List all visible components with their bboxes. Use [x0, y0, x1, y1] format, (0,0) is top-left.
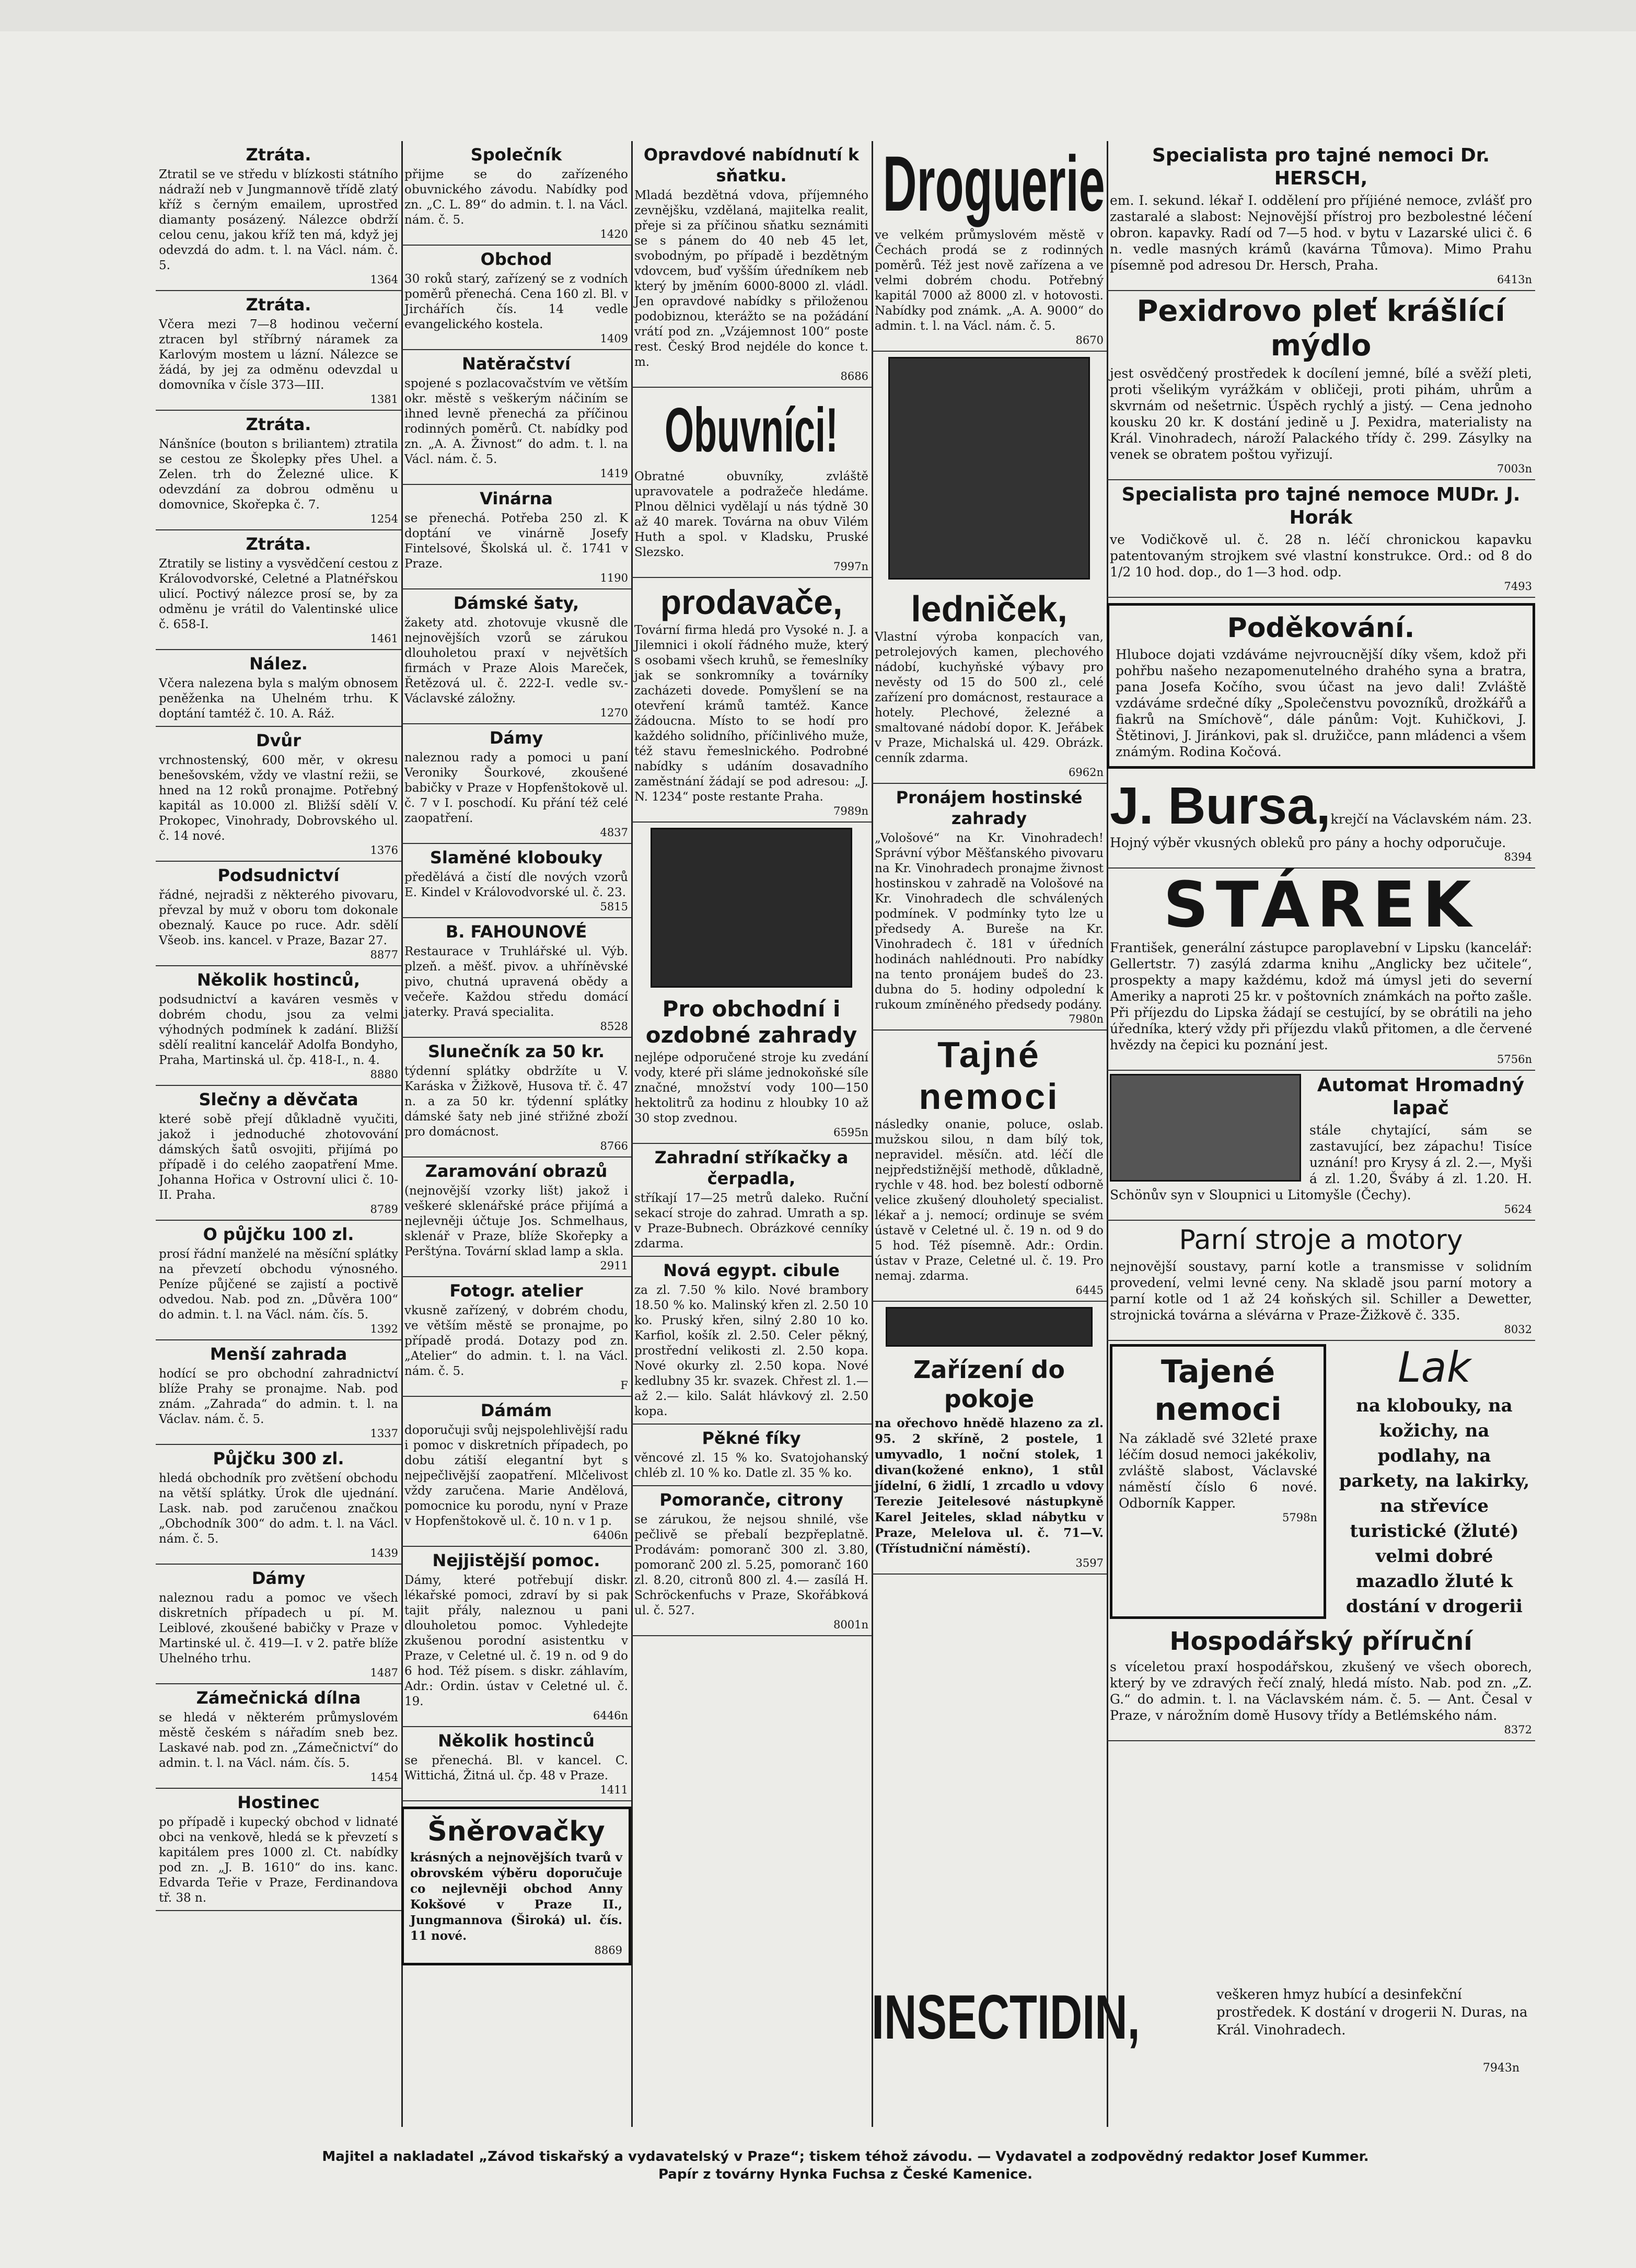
classified-ad — [401, 918, 631, 1038]
ad-heading: Slunečník za 50 kr. — [427, 1042, 605, 1061]
ad-text: se hledá v některém průmyslovém městě českém s nářadím sneb bez. Laskavé nab. pod zn. „Zámečnictví“ do admin. t. l. na Václ. nám. čís. 5. — [159, 1711, 398, 1770]
ad-text: se přenechá. Bl. v kancel. C. Wittichá, Žitná ul. čp. 48 v Praze. — [404, 1754, 628, 1783]
classified-ad — [156, 411, 401, 530]
insectidin-wordmark: INSECTIDIN, — [872, 1982, 1140, 2052]
ad-heading: Ztráta. — [246, 295, 311, 315]
ad-number: 5815 — [600, 900, 628, 913]
classified-ad — [156, 966, 401, 1086]
column-4 — [872, 141, 1107, 2148]
ad-heading: Droguerie — [883, 141, 1105, 227]
ad-number: 1270 — [600, 707, 628, 719]
ad-number: 6595n — [833, 1126, 868, 1139]
ad-number: 5624 — [1504, 1203, 1532, 1216]
ad-heading: Lak — [1398, 1343, 1471, 1392]
ad-number: 1392 — [370, 1323, 398, 1335]
ad-text: se přenechá. Potřeba 250 zl. K doptání ve vinárně Josefy Fintelsové, Školská ul. č. 1741 v Praze. — [404, 512, 628, 571]
ad-text: nejnovější soustavy, parní kotle a transmisse v solidním provedení, velmi levné ceny. Na skladě jsou parní motory a parní kotle od 1 až 24 koňských sil. Schiller a Dewetter, strojnická továrna a slévárna v Praze-Žižkově č. 335. — [1110, 1259, 1532, 1323]
ad-text: předělává a čistí dle nových vzorů E. Kindel v Královodvorské ul. č. 23. — [404, 871, 628, 899]
ad-heading: Nová egypt. cibule — [663, 1260, 840, 1280]
ad-text: František, generální zástupce paroplavební v Lipsku (kancelář: Gellertstr. 7) zasýlá zdarma knihu „Anglicky bez učitele“, prospekty a mapy každému, kdož má úmysl jeti do severní Ameriky a naproti 25 kr. v poštovních známkách na pořto zašle. Při příjezdu do Lipska žádají se cestující, by se obrátili na jeho úředníka, který vždy při příjezdu vlaků přitomen, a dle červené hvězdy na čepici ku poznání jest. — [1110, 940, 1532, 1052]
ad-text: prosí řádní manželé na měsíční splátky na převzetí obchodu výnosného. Peníze půjčené se zajistí a poctivě odvedou. Nab. pod zn. „Důvěra 100“ do admin. t. l. na Václ. nám. čís. 5. — [159, 1247, 398, 1322]
classified-ad — [156, 1684, 401, 1789]
ad-number: 1411 — [600, 1784, 628, 1796]
classified-ad — [156, 727, 401, 862]
ad-text: veškeren hmyz hubící a desinfekční prostředek. K dostání v drogerii N. Duras, na Král. Vinohradech. — [1216, 1987, 1528, 2038]
ad-heading: Zahradní stříkačky a čerpadla, — [654, 1148, 849, 1188]
ad-number: 8869 — [594, 1944, 622, 1957]
ad-number: 8766 — [600, 1140, 628, 1152]
classified-ad — [401, 350, 631, 485]
ad-number: 1409 — [600, 332, 628, 345]
furniture-illustration — [886, 1307, 1093, 1347]
ad-heading: Zařízení do pokoje — [913, 1356, 1065, 1413]
classified-ad — [1337, 1344, 1532, 1619]
ad-number: 1420 — [600, 228, 628, 240]
ad-number: 8789 — [370, 1203, 398, 1216]
column-3 — [631, 141, 872, 2148]
classified-ad — [156, 291, 401, 411]
ad-heading: Pěkné fíky — [702, 1428, 801, 1448]
ad-heading: B. FAHOUNOVÉ — [445, 922, 587, 942]
classified-ad — [401, 589, 631, 724]
ad-number: 1381 — [370, 393, 398, 406]
classified-ad — [401, 1158, 631, 1277]
ad-heading: Několik hostinců, — [196, 970, 360, 990]
ad-text: Na základě své 32leté praxe léčím dosud nemoci jakékoliv, zvláště slabost, Václavské náměstí číslo 6 nové. Odborník Kapper. — [1119, 1431, 1317, 1511]
ad-heading: Pexidrovo pleť krášlící mýdlo — [1136, 294, 1505, 363]
ad-number: 8880 — [370, 1068, 398, 1081]
classified-ad — [1107, 1221, 1535, 1341]
ad-text: na ořechovo hnědě hlazeno za zl. 95. 2 skříně, 2 postele, 1 umyvadlo, 1 noční stolek, 1 divan(kožené enkno), 1 stůl jídelní, 6 židlí, 1 zrcadlo u vdovy Terezie Jeitelesové nástupkyně Karel Jeiteles, sklad nábytku v Praze, Melelova ul. č. 71—V. (Třístudniční náměstí). — [875, 1416, 1104, 1556]
ad-number: 8394 — [1504, 851, 1532, 863]
classified-ad — [872, 585, 1107, 784]
classified-ad — [1107, 869, 1535, 1071]
ad-text: Včera mezi 7—8 hodinou večerní ztracen byl stříbrný náramek za Karlovým mostem u lázní. Nálezce se žádá, by jej za odměnu odevzdal u domovníka v čísle 373—III. — [159, 318, 398, 392]
ad-heading: Půjčku 300 zl. — [213, 1449, 344, 1468]
ad-heading: Specialista pro tajné nemoce MUDr. J. Horák — [1121, 484, 1521, 528]
ad-heading: Nejjistější pomoc. — [432, 1550, 600, 1570]
ad-text: hledá obchodník pro zvětšení obchodu na větší splátky. Úrok dle ujednání. Lask. nab. pod zaručenou značkou „Obchodník 300“ do adm. t. l. na Václ. nám. č. 5. — [159, 1472, 398, 1546]
ad-number: 6406n — [593, 1529, 628, 1542]
ad-number: 7943n — [1482, 2062, 1519, 2075]
ad-number: 1376 — [370, 844, 398, 857]
ad-text: podsudnictví a kaváren vesměs v dobrém chodu, jsou za velmi výhodných podmínek k zadání. Bližší sdělí realitní kancelář Adolfa Bondyho, Praha, Martinská ul. čp. 418-I., n. 4. — [159, 993, 398, 1067]
ad-heading: Zámečnická dílna — [196, 1688, 361, 1708]
ad-text: vrchnostenský, 600 měr, v okresu benešovském, vždy ve vlastní režii, se hned na 12 roků pronajme. Potřebný kapitál as 10.000 zl. Bližší sdělí V. Prokopec, Vinohrady, Dobrovského ul. č. 14 nové. — [159, 754, 398, 843]
classified-ad — [872, 1031, 1107, 1302]
ad-number: 8001n — [833, 1618, 868, 1631]
ad-text: na klobouky, na kožichy, na podlahy, na parkety, na lakirky, na střevíce turistické (žluté) velmi dobré mazadlo žluté k dostání v drogerii — [1339, 1395, 1530, 1617]
ad-heading: Zaramování obrazů — [425, 1161, 608, 1181]
classified-ad — [156, 862, 401, 966]
ad-heading: Dámy — [251, 1568, 306, 1588]
ad-heading: ledniček, — [911, 588, 1068, 629]
ad-number: 8670 — [1075, 334, 1104, 346]
imprint-line: Majitel a nakladatel „Závod tiskařský a vydavatelský v Praze“; tiskem téhož závodu. — Vydavatel a zodpovědný redaktor Josef Kummer. — [322, 2149, 1369, 2165]
ad-heading: Tajné nemoci — [919, 1034, 1060, 1117]
ad-text: naleznou radu a pomoc ve všech diskretních případech u pí. M. Leiblové, zkoušené babičky v Praze v Martinské ul. č. 419—I. v 2. patře blíže Uhelného trhu. — [159, 1591, 398, 1665]
ad-text: po případě i kupecký obchod v lidnaté obci na venkově, hledá se k převzetí s kapitálem pres 1000 zl. Ct. nabídky pod zn. „J. B. 1610“ do ins. kanc. Edvarda Teřie v Praze, Ferdinandova tř. 38 n. — [159, 1815, 398, 1905]
ad-number: 8877 — [370, 948, 398, 961]
ad-heading: Dvůr — [256, 731, 301, 750]
ad-text: 30 roků starý, zařízený se z vodních poměrů přenechá. Cena 160 zl. Bl. v Jirchářích čís. 14 vedle evangelického kostela. — [404, 272, 628, 331]
rat-trap-illustration — [1110, 1074, 1301, 1182]
classified-ad — [631, 1257, 872, 1425]
ad-heading: Obuvníci! — [664, 395, 839, 465]
classified-ad — [631, 1144, 872, 1257]
ad-heading: J. Bursa, — [1110, 777, 1331, 835]
ad-number: 4837 — [600, 826, 628, 839]
ad-heading: Nález. — [249, 654, 308, 674]
ad-number: 7003n — [1497, 462, 1532, 475]
ad-heading: Dámám — [480, 1401, 552, 1420]
ad-text: krejčí na Václavském nám. 23. Hojný výběr vkusných obleků pro pány a hochy odporučuje. — [1110, 812, 1532, 850]
classified-ad — [1107, 291, 1535, 480]
ad-heading: Několik hostinců — [438, 1731, 595, 1751]
classified-ad — [156, 530, 401, 650]
ad-heading: Šněrovačky — [427, 1816, 605, 1847]
classified-ad — [156, 1086, 401, 1221]
ad-text: Včera nalezena byla s malým obnosem peněženka na Uhelném trhu. K doptání tamtéž č. 10. A. Ráž. — [159, 677, 398, 721]
ad-number: 8372 — [1504, 1723, 1532, 1736]
ad-number: 1487 — [370, 1667, 398, 1679]
ad-text: „Vološové“ na Kr. Vinohradech! Správní výbor Měšťanského pivovaru na Kr. Vinohradech pronajme živnost hostinskou v zahradě na Vološové na Kr. Vinohradech dle schválených podmínek. V podmínky tyto lze u předsedy A. Bureše na Kr. Vinohradech č. 181 v úředních hodinách nahlédnouti. Pro nabídky na tento pronájem budeš do 23. dubna do 5. hodiny odpolední k rukoum zmíněného předsedy podány. — [875, 831, 1104, 1012]
classified-ad — [631, 993, 872, 1144]
ad-text: přijme se do zařízeného obuvnického závodu. Nabídky pod zn. „C. L. 89“ do admin. t. l. na Václ. nám. č. 5. — [404, 168, 628, 227]
classified-ad — [156, 141, 401, 291]
ad-text: s víceletou praxí hospodářskou, zkušený ve všech oborech, který by ve zdravých řečí znalý, hledá místo. Nab. pod zn. „Z. G.“ do admin. t. l. na Václavském nám. č. 5. — Ant. Česal v Praze, v nárožním domě Husovy třídy a Betlémského nám. — [1110, 1659, 1532, 1723]
ad-heading: Slečny a děvčata — [199, 1090, 358, 1109]
ad-heading: Ztráta. — [246, 534, 311, 554]
ad-number: 6962n — [1069, 766, 1104, 779]
ad-heading: Podsudnictví — [217, 865, 340, 885]
ad-heading: Pomoranče, citrony — [659, 1490, 843, 1510]
ad-text: Mladá bezdětná vdova, příjemného zevnějšku, vzdělaná, majitelka realit, přeje si za příčinou sňatku seznámiti se s pánem do 40 neb 45 let, svobodným, po případě i bezdětným vdovcem, buď vyšším úředníkem neb který by jměním 6000-8000 zl. vládl. Jen opravdové nabídky s přiloženou podobiznou, kterážto se na požádání vrátí pod zn. „Vzájemnost 100“ poste rest. Český Brod nejdéle do konce t. m. — [634, 189, 868, 369]
ad-number: 8686 — [840, 370, 868, 383]
ad-text: týdenní splátky obdržíte u V. Karáska v Žižkově, Husova tř. č. 47 n. a za 50 kr. týdenní splátky dámské šaty neb jiné střižné zboží pro domácnost. — [404, 1064, 628, 1139]
ad-heading: Dámy — [489, 728, 543, 748]
ad-text: Obratné obuvníky, zvláště upravovatele a podražeče hledáme. Plnou dělnici vydělají u nás týdně 30 až 40 marek. Továrna na obuv Vilém Huth a spol. v Kladsku, Pruské Slezsko. — [634, 470, 868, 559]
classified-ad — [401, 1547, 631, 1727]
ad-heading: Pro obchodní i ozdobné zahrady — [645, 996, 857, 1048]
ad-number: 1454 — [370, 1771, 398, 1784]
ad-heading: Specialista pro tajné nemoci Dr. HERSCH, — [1152, 145, 1490, 189]
ad-text: za zl. 7.50 % kilo. Nové brambory 18.50 % ko. Malinský křen zl. 2.50 10 ko. Pruský křen, silný 2.80 10 ko. Karfiol, košík zl. 2.50. Celer pěkný, prostřední velikosti zl. 2.50 kopa. Nové okurky zl. 2.50 kopa. Nové kedlubny 35 kr. svazek. Chřest zl. 1.— až 2.— kilo. Salát hlávkový zl. 2.50 kopa. — [634, 1283, 868, 1418]
classified-ad — [401, 1727, 631, 1801]
ad-number: 1461 — [370, 632, 398, 645]
ad-text: stále chytající, sám se zastavující, bez zápachu! Tisíce uznání! pro Krysy á zl. 2.—, Myši á zl. 1.20, Šváby á zl. 1.20. H. Schönův syn v Sloupnici u Litomyšle (Čechy). — [1110, 1123, 1532, 1202]
ad-text: (nejnovější vzorky lišt) jakož i veškeré sklenářské práce přijímá a nejlevněji účtuje Jos. Schmelhaus, sklenář v Praze, blíže Skořepky a Perštýna. Tovární sklad lamp a skla. — [404, 1184, 628, 1258]
icebox-illustration — [888, 357, 1090, 580]
ad-number: 1439 — [370, 1547, 398, 1559]
ad-text: stříkají 17—25 metrů daleko. Ruční sekací stroje do zahrad. Umrath a sp. v Praze-Bubnech. Obrázkové cenníky zdarma. — [634, 1191, 868, 1251]
ad-heading: O půjčku 100 zl. — [203, 1224, 354, 1244]
ad-number: 1364 — [370, 273, 398, 286]
ad-heading: Opravdové nabídnutí k sňatku. — [643, 145, 860, 186]
classified-ad — [156, 1221, 401, 1340]
ad-text: Vlastní výroba konpacích van, petrolejových kamen, plechového nádobí, kuchyňské výbavy pro nevěsty od 15 do 500 zl., celé zařízení pro domácnost, restaurace a hotely. Plechové, železné a smaltované nádobí dopor. K. Jeřábek v Praze, Michalská ul. 429. Obrázk. cenník zdarma. — [875, 630, 1104, 765]
ad-number: 1254 — [370, 513, 398, 525]
ad-text: naleznou rady a pomoci u paní Veroniky Šourkové, zkoušené babičky v Praze v Hopfenštokově ul. č. 7 v I. poschodí. Ku přání též celé zaopatření. — [404, 751, 628, 825]
column-1 — [156, 141, 401, 2148]
steam-pump-illustration — [651, 828, 852, 988]
ad-heading: STÁREK — [1163, 869, 1479, 942]
ad-number: 6446n — [593, 1709, 628, 1722]
ad-text: vkusně zařízený, v dobrém chodu, ve větším městě se pronajme, po případě prodá. Dotazy pod zn. „Atelier“ do admin. t. l. na Václ. nám. č. 5. — [404, 1304, 628, 1378]
ad-heading: Fotogr. atelier — [449, 1281, 583, 1301]
ad-heading: Společník — [470, 145, 562, 165]
column-5 — [1107, 141, 1535, 2148]
ad-heading: Obchod — [480, 249, 552, 269]
ad-text: doporučuji svůj nejspolehlivější radu i pomoc v diskretních případech, po dobu zátiší elegantní byt s nejpečlivější zaopatření. Mlčelivost vždy zaručena. Marie Andělová, pomocnice ku porodu, nyní v Praze v Hopfenštokově ul. č. 10 n. v 1 p. — [404, 1424, 628, 1528]
classified-ad — [631, 1486, 872, 1636]
ad-number: 1190 — [600, 572, 628, 584]
ad-text: krásných a nejnovějších tvarů v obrovském výběru doporučuje co nejlevněji obchod Anny Kokšové v Praze II., Jungmannova (Široká) ul. čís. 11 nové. — [410, 1850, 622, 1943]
ad-text: následky onanie, poluce, oslab. mužskou silou, n dam bílý tok, nepravidel. měsíčn. atd. léčí dle nejpředstižnější methodě, důkladně, rychle v 48. hod. bez bolestí odborně velice zkušený dlouholetý specialist. lékař a j. nemocí; ordinuje se svém ústavě v Celetné ul. č. 19 n. od 9 do 5 hod. Též písemně. Adr.: Ordin. ústav v Praze, Celetné ul. č. 19. Pro nemaj. zdarma. — [875, 1118, 1104, 1283]
ad-number: 2911 — [600, 1259, 628, 1272]
ad-number: 1337 — [370, 1427, 398, 1440]
classified-ad — [872, 784, 1107, 1031]
ad-number: 7997n — [833, 560, 868, 573]
ad-text: em. I. sekund. lékař I. oddělení pro příjiéné nemoce, zvlášť pro zastaralé a slabost: Nejnovější přístroj pro bezbolestné léčení obron. kapavky. Radí od 7—5 hod. v bytu v Lazarské ulici č. 6 n. vedle masných krámů (kavárna Tůmova). Mimo Prahu písemně pod adresou Dr. Hersch, Praha. — [1110, 193, 1532, 273]
classified-ad — [1107, 141, 1535, 291]
ad-text: věncové zl. 15 % ko. Svatojohanský chléb zl. 10 % ko. Datle zl. 35 % ko. — [634, 1451, 868, 1480]
classified-ad — [1107, 1623, 1535, 1741]
classified-ad — [631, 578, 872, 823]
ad-number: 5798n — [1282, 1511, 1317, 1524]
ad-number: 8528 — [600, 1020, 628, 1033]
classified-ad — [401, 1397, 631, 1547]
classified-ad — [401, 246, 631, 350]
classified-ad — [401, 1038, 631, 1158]
ad-text: které sobě přejí důkladně vyučiti, jakož i jednoduché zhotovování dámských šatů osvojiti, přijímá po případě i do celého zaopatření Mme. Johanna Hořica v Ostrovní ulici č. 10-II. Praha. — [159, 1113, 398, 1202]
classified-ad — [156, 1565, 401, 1684]
ad-heading: Automat Hromadný lapač — [1317, 1074, 1525, 1119]
ad-text: Nánšníce (bouton s briliantem) ztratila se cestou ze Školepky přes Uhel. a Zelen. trh do Železné ulice. K odevzdání za dobrou odměnu u domovnice, Skořepka č. 7. — [159, 437, 398, 512]
ad-number: 5756n — [1497, 1053, 1532, 1066]
ad-text: Restaurace v Truhlářské ul. Výb. plzeň. a měšť. pivov. a uhříněvské pivo, chutná upravená obědy a večeře. Každou středu domácí jaterky. Pravá specialita. — [404, 945, 628, 1019]
classified-ad — [1107, 774, 1535, 869]
classified-ad — [872, 141, 1107, 352]
ad-number: 8032 — [1504, 1323, 1532, 1336]
ad-number: 7493 — [1504, 580, 1532, 593]
ad-text: ve Vodičkově ul. č. 28 n. léčí chronickou kapavku patentovaným strojkem své vlastní konstrukce. Ord.: od 8 do 1/2 10 hod. dop., do 1—3 hod. odp. — [1110, 532, 1532, 580]
ad-heading: Poděkování. — [1227, 612, 1415, 644]
classified-ad — [1107, 1071, 1535, 1221]
ad-text: Tovární firma hledá pro Vysoké n. J. a Jilemnici i okolí řádného muže, který s osobami všech kruhů, se řemeslníky jak se sonkromníky a továrníky zacházeti dovede. Pomyšlení se na otevření krámů tamtéž. Kance žádoucna. Místo to se hodí pro každého solidního, příčinlivého muže, též stavu řemeslnického. Podrobné nabídky s udáním dosavadního zaměstnání žádají se pod adresou: „J. N. 1234“ poste restante Praha. — [634, 623, 868, 804]
ad-heading: Ztráta. — [246, 414, 311, 434]
page-top-margin — [0, 0, 1636, 31]
imprint-line: Papír z továrny Hynka Fuchsa z České Kamenice. — [658, 2167, 1033, 2182]
imprint-footer — [156, 2148, 1535, 2183]
classified-ad — [156, 1445, 401, 1565]
classified-ad — [631, 1425, 872, 1486]
classified-ad — [401, 485, 631, 589]
classified-ad — [631, 141, 872, 388]
column-2 — [401, 141, 631, 2148]
classified-ad — [156, 650, 401, 727]
ad-text: žakety atd. zhotovuje vkusně dle nejnovějších vzorů se zárukou dlouholetou praxí v největších firmách v Praze Alois Mareček, Řetězová ul. č. 222-I. vedle sv.-Václavské záložny. — [404, 616, 628, 705]
classified-ad-row — [1107, 1341, 1535, 1623]
ad-number: 6445 — [1075, 1284, 1104, 1297]
ad-text: spojené s pozlacovačstvím ve větším okr. městě s veškerým náčiním se ihned levně přenechá za příčinou rodinných poměrů. Ct. nabídky pod zn. „A. A. Živnost“ do adm. t. l. na Václ. nám. č. 5. — [404, 377, 628, 466]
ad-heading: Parní stroje a motory — [1179, 1224, 1463, 1256]
ad-heading: Hostinec — [237, 1792, 320, 1812]
corset-ad-box — [401, 1807, 631, 1965]
ad-number: 6413n — [1497, 273, 1532, 286]
ad-heading: Tajené nemoci — [1154, 1353, 1282, 1428]
ad-text: Ztratil se ve středu v blízkosti státního nádraží neb v Jungmannově třídě zlatý kříž s černým emailem, uprostřed diamanty posázený. Nálezce obdrží celou cenu, jakou kříž ten má, když jej odevzdá do adm. t. l. na Václ. nám. č. 5. — [159, 168, 398, 272]
ad-text: ve velkém průmyslovém městě v Čechách prodá se z rodinných poměrů. Též jest nově zařízena a ve velmi dobrém chodu. Potřebný kapitál 7000 až 8000 zl. v hotovosti. Nabídky pod známk. „A. A. 9000“ do admin. t. l. na Václ. nám. č. 5. — [875, 228, 1104, 333]
ad-number: 7980n — [1069, 1013, 1104, 1025]
ad-number: 1419 — [600, 467, 628, 480]
classified-ad — [401, 1277, 631, 1397]
ad-text: řádné, nejradši z některého pivovaru, převzal by muž v oboru tom dokonale obeznalý. Kauce po ruce. Adr. sdělí Všeob. ins. kancel. v Praze, Bazar 27. — [159, 888, 398, 947]
ad-number: 7989n — [833, 805, 868, 817]
thanks-notice-box — [1107, 603, 1535, 769]
classified-ad — [401, 141, 631, 246]
classified-ad — [631, 388, 872, 578]
ad-text: se zárukou, že nejsou shnilé, vše pečlivě se přebalí bezpřeplatně. Prodávám: pomoranč 300 zl. 3.80, pomoranč 200 zl. 5.25, pomoranč 160 zl. 8.20, citronů 800 zl. 4.— zasílá H. Schröckenfuchs v Praze, Skořábková ul. č. 527. — [634, 1513, 868, 1617]
ad-heading: Pronájem hostinské zahrady — [896, 788, 1083, 828]
ad-heading: Vinárna — [480, 489, 553, 508]
ad-heading: Slaměné klobouky — [430, 848, 603, 867]
ad-heading: Dámské šaty, — [453, 593, 579, 613]
ad-text: Hluboce dojati vzdáváme nejvroucnější díky všem, kdož při pohřbu našeho nezapomenutelného drahého syna a bratra, pana Josefa Kočího, svou účast na jevo dali! Zvláště vzdáváme srdečné díky „Společenstvu povozníků, drožkářů a fiakrů na Smíchově“, dále pánům: Vojt. Kuhičkovi, J. Štětinovi, J. Jiránkovi, pak sl. družičce, pann mládenci a všem známým. Rodina Kočová. — [1116, 647, 1526, 759]
ad-text: Ztratily se listiny a vysvědčení cestou z Královodvorské, Celetné a Platnéřskou ulicí. Poctivý nálezce prosí se, by za odměnu je vrátil do Valentinské ulice č. 658-I. — [159, 557, 398, 631]
ad-text: jest osvědčený prostředek k docílení jemné, bílé a svěží pleti, proti všelikým vyrážkám v obličeji, proti pihám, uhrům a skvrnám od nešetrnic. Úspěch rychlý a jistý. — Cena jednoho kousku 20 kr. K dostání jedině u J. Pexidra, materialisty na Král. Vinohradech, nároží Palackého třídy č. 299. Zásylky na venek se obratem poštou vyřizují. — [1110, 366, 1532, 462]
classified-ad — [156, 1789, 401, 1911]
classified-ad — [401, 844, 631, 918]
classified-ad — [156, 1340, 401, 1445]
ad-text: Dámy, které potřebují diskr. lékařské pomoci, zdraví by si pak tajit přály, naleznou u pani dlouholetou pomoc. Vyhledejte zkušenou porodní asistentku v Praze, v Celetné ul. č. 19 n. od 9 do 6 hod. Též písem. s diskr. záhlavím, Adr.: Ordin. ústav v Celetné ul. č. 19. — [404, 1573, 628, 1708]
ad-text: nejlépe odporučené stroje ku zvedání vody, které při sláme jednokoňské síle značné, množství vody 100—150 hektolitrů za hodinu z hloubky 10 až 30 stop zvednou. — [634, 1051, 868, 1125]
classified-ad — [401, 724, 631, 844]
ad-number: F — [620, 1379, 628, 1392]
classified-ad — [872, 1352, 1107, 1575]
classified-ad — [1110, 1344, 1326, 1619]
ad-heading: Hospodářský příruční — [1169, 1627, 1472, 1656]
classified-ad — [1107, 480, 1535, 598]
ad-heading: Menší zahrada — [210, 1344, 347, 1364]
ad-heading: Natěračství — [462, 354, 571, 374]
ad-heading: Ztráta. — [246, 145, 311, 165]
ad-heading: prodavače, — [660, 583, 843, 621]
insectidin-ad — [872, 1981, 1540, 2085]
ad-text: hodící se pro obchodní zahradnictví blíže Prahy se pronajme. Nab. pod znám. „Zahrada“ do admin. t. l. na Václav. nám. č. 5. — [159, 1367, 398, 1426]
ad-number: 3597 — [1075, 1557, 1104, 1569]
